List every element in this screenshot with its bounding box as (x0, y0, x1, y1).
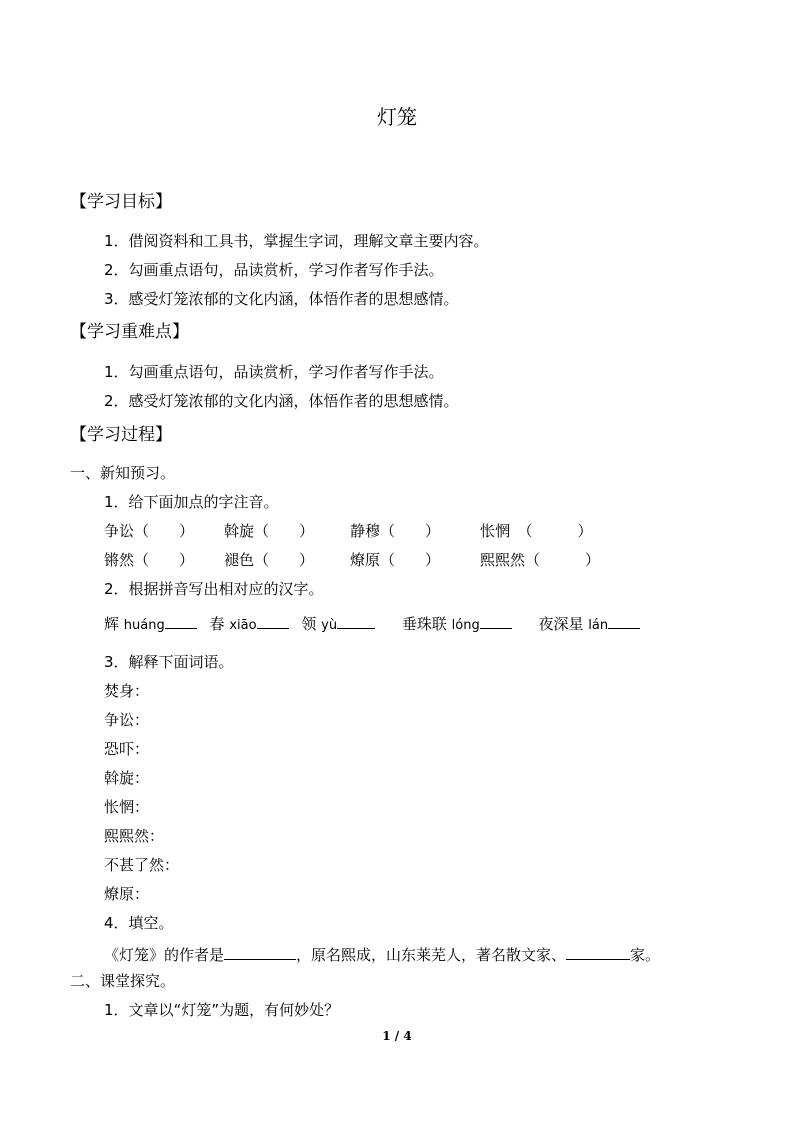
pinyin-cell: 斡旋（ ） (224, 522, 315, 540)
goal-item: 3．感受灯笼浓郁的文化内涵，体悟作者的思想感情。 (104, 290, 459, 308)
q2-item: 春 xiāo (210, 615, 289, 633)
term: 燎原： (104, 885, 150, 903)
q2-item: 辉 huáng (104, 615, 197, 633)
page-number: 1 / 4 (382, 1029, 412, 1043)
key-item: 2．感受灯笼浓郁的文化内涵，体悟作者的思想感情。 (104, 392, 459, 410)
goal-item: 2．勾画重点语句，品读赏析，学习作者写作手法。 (104, 261, 444, 279)
term: 焚身： (104, 682, 150, 700)
pinyin-cell: 静穆（ ） (350, 522, 441, 540)
pinyin-cell: 争讼（ ） (104, 522, 195, 540)
question-3: 3．解释下面词语。 (104, 653, 234, 671)
q2-items (104, 614, 640, 632)
q2-item: 夜深星 lán (538, 615, 640, 633)
pinyin-cell: 锵然（ ） (104, 551, 195, 569)
term: 熙熙然： (104, 827, 165, 845)
term: 争讼： (104, 711, 150, 729)
q2-item: 领 yù (301, 615, 375, 633)
term: 不甚了然： (104, 856, 180, 874)
term: 斡旋： (104, 769, 150, 787)
fill-blank-line: 《灯笼》的作者是 ，原名熙成，山东莱芜人，著名散文家、 家。 (104, 946, 661, 964)
term: 怅惘： (104, 798, 150, 816)
part2-heading: 二、课堂探究。 (70, 972, 176, 990)
part2-question-1: 1．文章以“灯笼”为题，有何妙处？ (104, 1001, 340, 1019)
q2-item: 垂珠联 lóng (402, 615, 512, 633)
pinyin-cell: 怅惘 （ ） (480, 522, 593, 540)
question-4: 4．填空。 (104, 914, 174, 932)
goal-item: 1．借阅资料和工具书，掌握生字词，理解文章主要内容。 (104, 232, 489, 250)
term: 恐吓： (104, 740, 150, 758)
part1-heading: 一、新知预习。 (70, 464, 176, 482)
question-1: 1．给下面加点的字注音。 (104, 493, 279, 511)
question-2: 2．根据拼音写出相对应的汉字。 (104, 580, 324, 598)
process-heading: 【学习过程】 (70, 425, 172, 445)
pinyin-cell: 褪色（ ） (224, 551, 315, 569)
key-item: 1．勾画重点语句，品读赏析，学习作者写作手法。 (104, 363, 444, 381)
key-heading: 【学习重难点】 (70, 322, 189, 342)
pinyin-cell: 熙熙然（ ） (480, 551, 601, 569)
goals-heading: 【学习目标】 (70, 192, 172, 212)
pinyin-cell: 燎原（ ） (350, 551, 441, 569)
page-title: 灯笼 (377, 105, 417, 129)
